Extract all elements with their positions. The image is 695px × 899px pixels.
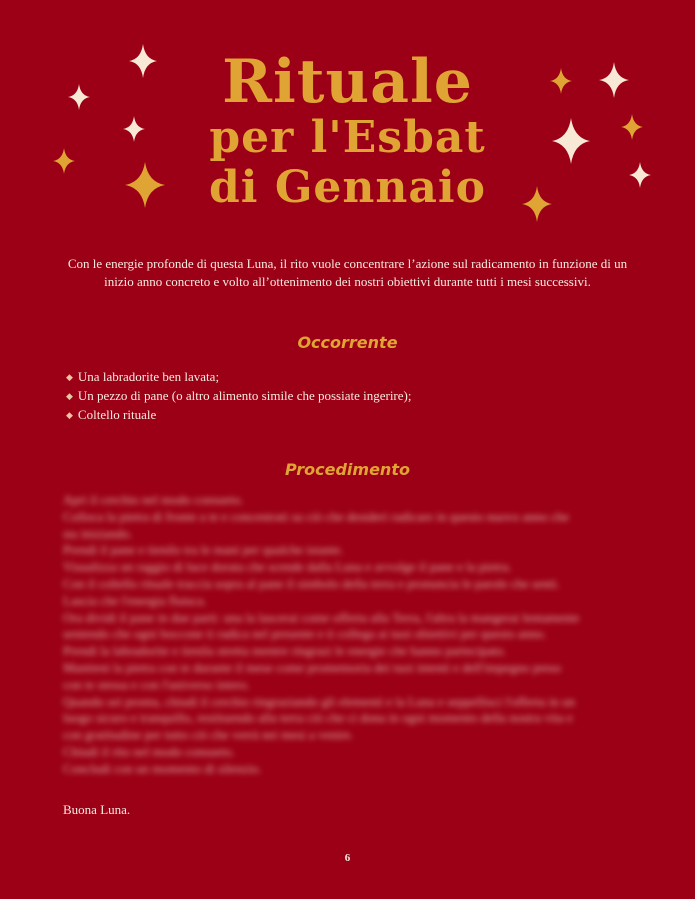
list-item: ◆ Una labradorite ben lavata; xyxy=(66,369,220,384)
section-title-occorrente: Occorrente xyxy=(297,333,398,352)
procedure-line: Colloca la pietra di fronte a te e concentrati su ciò che desideri radicare in questo nuovo anno che xyxy=(63,508,570,524)
procedure-line: Prendi la labradorite e tienila stretta mentre ringrazi le energie che hanno partecipato. xyxy=(63,643,507,659)
bullet-icon: ◆ xyxy=(66,372,73,382)
procedure-line: luogo sicuro e tranquillo, restituendo alla terra ciò che ci dona in ogni momento della nostra vita e xyxy=(63,710,573,726)
procedure-line: con gratitudine per tutto ciò che verrà nei mesi a venire. xyxy=(63,727,354,743)
list-item: ◆ Un pezzo di pane (o altro alimento simile che possiate ingerire); xyxy=(66,388,412,403)
procedure-line: sentendo che ogni boccone ti radica nel presente e ti collega ai tuoi obiettivi per questo anno. xyxy=(63,626,547,642)
procedure-line: Prendi il pane e tienilo tra le mani per qualche istante. xyxy=(63,542,344,558)
list-item: ◆ Coltello rituale xyxy=(66,407,157,422)
procedure-line: Concludi con un momento di silenzio. xyxy=(63,760,262,776)
ingredients-list xyxy=(66,368,411,425)
procedure-line: Ora dividi il pane in due parti: una la lascerai come offerta alla Terra, l'altra la mangerai lentamente xyxy=(63,609,580,625)
title-line-1: Rituale xyxy=(222,47,473,117)
section-title-procedimento: Procedimento xyxy=(285,460,410,479)
procedure-line: Chiudi il rito nel modo consueto. xyxy=(63,743,235,759)
page-title xyxy=(0,47,695,213)
procedure-line: Visualizza un raggio di luce dorata che scende dalla Luna e avvolge il pane e la pietra. xyxy=(63,559,512,575)
closing-text: Buona Luna. xyxy=(63,802,131,817)
procedure-line: sta iniziando. xyxy=(63,525,133,541)
procedure-line: Apri il cerchio nel modo consueto. xyxy=(63,492,244,507)
bullet-icon: ◆ xyxy=(66,410,73,420)
bullet-icon: ◆ xyxy=(66,391,73,401)
procedure-line: Con il coltello rituale traccia sopra al pane il simbolo della terra e pronuncia le parole che senti. xyxy=(63,575,560,591)
title-line-2: per l'Esbat xyxy=(209,112,486,163)
procedure-line: Lascia che l'energia fluisca. xyxy=(63,592,207,608)
procedure-line: con te stessa e con l'universo intero. xyxy=(63,676,250,692)
procedure-line: Mantieni la pietra con te durante il mese come promemoria dei tuoi intenti e dell'impegno preso xyxy=(63,659,561,675)
page-number: 6 xyxy=(344,852,351,864)
procedure-text-blurred xyxy=(63,492,631,778)
intro-paragraph: Con le energie profonde di questa Luna, il rito vuole concentrare l’azione sul radicamento in funzione di un inizio anno concreto e volto all’ottenimento dei nostri obiettivi durante tutti i mesi successivi. xyxy=(67,256,628,289)
title-line-3: di Gennaio xyxy=(209,162,486,213)
procedure-line: Quando sei pronta, chiudi il cerchio ringraziando gli elementi e la Luna e seppellisci l'offerta in un xyxy=(63,693,576,709)
